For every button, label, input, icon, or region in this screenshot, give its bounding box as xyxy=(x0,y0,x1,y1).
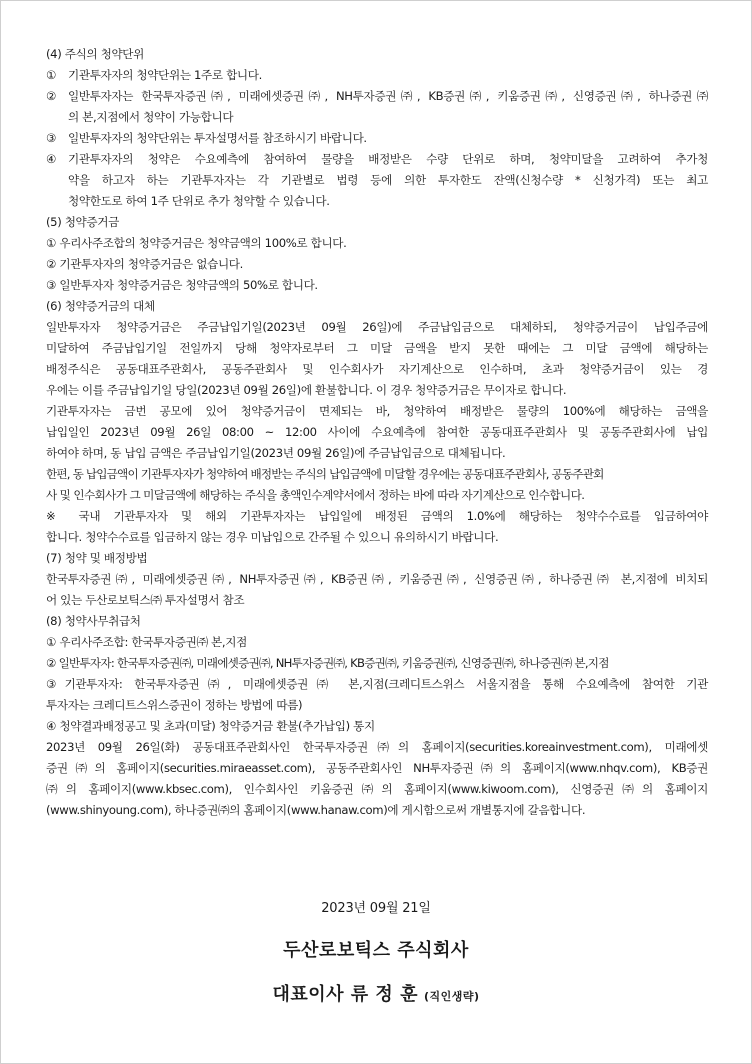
section-6-paragraph: 한편, 동 납입금액이 기관투자자가 청약하여 배정받는 주식의 납입금액에 미달할 경우에는 공동대표주관회사, 공동주관회 xyxy=(46,467,604,481)
section-6-heading: (6) 청약증거금의 대체 xyxy=(46,299,155,313)
section-6-paragraph: 하여야 하며, 동 납입 금액은 주금납입기일(2023년 09월 26일)에 주금납입금으로 대체됩니다. xyxy=(46,446,506,460)
section-6-paragraph: 일반투자자 청약증거금은 주금납입기일(2023년 09월 26일)에 주금납입금으로 대체하되, 청약증거금이 납입주금에 xyxy=(46,320,708,334)
section-8-paragraph: 증권㈜의 홈페이지(securities.miraeasset.com), 공동주관회사인 NH투자증권㈜의 홈페이지(www.nhqv.com), KB증권 xyxy=(46,761,708,775)
item-number: ① xyxy=(46,68,57,82)
document-body xyxy=(46,44,708,821)
section-4-item-1: ① 기관투자자의 청약단위는 1주로 합니다. xyxy=(46,65,708,86)
section-6-paragraph: 사 및 인수회사가 그 미달금액에 해당하는 주식을 총액인수계약서에서 정하는 바에 따라 자기계산으로 인수합니다. xyxy=(46,488,585,502)
section-8-paragraph: 2023년 09월 26일(화) 공동대표주관회사인 한국투자증권㈜의 홈페이지(securities.koreainvestment.com), 미래에셋 xyxy=(46,740,708,754)
section-4-item-2-cont: 의 본,지점에서 청약이 가능합니다 xyxy=(68,110,234,124)
section-4-item-4: ④ 기관투자자의 청약은 수요예측에 참여하여 물량을 배정받은 수량 단위로 하며, 청약미달을 고려하여 추가청 xyxy=(46,149,708,170)
section-8-item-4: ④ 청약결과배정공고 및 초과(미달) 청약증거금 환불(추가납입) 통지 xyxy=(46,719,375,733)
section-8-item-2: ② 일반투자자: 한국투자증권㈜, 미래에셋증권㈜, NH투자증권㈜, KB증권㈜, 키움증권㈜, 신영증권㈜, 하나증권㈜ 본,지점 xyxy=(46,656,609,670)
document-date: 2023년 09월 21일 xyxy=(321,901,431,916)
section-4-item-4-cont: 약을 하고자 하는 기관투자자는 각 기관별로 법령 등에 의한 투자한도 잔액(신청수량 * 신청가격) 또는 최고 xyxy=(68,173,708,187)
section-4-item-3: ③ 일반투자자의 청약단위는 투자설명서를 참조하시기 바랍니다. xyxy=(46,128,708,149)
ceo-signature xyxy=(0,980,752,1006)
section-6-note: ※ 국내 기관투자자 및 해외 기관투자자는 납입일에 배정된 금액의 1.0%에 해당하는 청약수수료를 입금하여야 xyxy=(46,509,708,523)
item-number: ② xyxy=(46,89,57,103)
section-8-paragraph: ㈜의 홈페이지(www.kbsec.com), 인수회사인 키움증권㈜의 홈페이지(www.kiwoom.com), 신영증권㈜의 홈페이지 xyxy=(46,782,708,796)
section-8-item-1: ① 우리사주조합: 한국투자증권㈜ 본,지점 xyxy=(46,635,247,649)
section-6-paragraph: 배정주식은 공동대표주관회사, 공동주관회사 및 인수회사가 자기계산으로 인수하며, 초과 청약증거금이 있는 경 xyxy=(46,362,708,376)
section-5-item-2: ② 기관투자자의 청약증거금은 없습니다. xyxy=(46,257,243,271)
section-4-item-4-cont: 청약한도로 하여 1주 단위로 추가 청약할 수 있습니다. xyxy=(68,194,330,208)
section-6-note: 합니다. 청약수수료를 입금하지 않는 경우 미납입으로 간주될 수 있으니 유의하시기 바랍니다. xyxy=(46,530,499,544)
section-5-item-3: ③ 일반투자자 청약증거금은 청약금액의 50%로 합니다. xyxy=(46,278,318,292)
section-6-paragraph: 우에는 이를 주금납입기일 당일(2023년 09월 26일)에 환불합니다. 이 경우 청약증거금은 무이자로 합니다. xyxy=(46,383,567,397)
seal-note: (직인생략) xyxy=(423,990,480,1003)
item-number: ④ xyxy=(46,152,57,166)
section-6-paragraph: 기관투자자는 금번 공모에 있어 청약증거금이 면제되는 바, 청약하여 배정받은 물량의 100%에 해당하는 금액을 xyxy=(46,404,708,418)
section-7-paragraph: 한국투자증권㈜, 미래에셋증권㈜, NH투자증권㈜, KB증권㈜, 키움증권㈜, 신영증권㈜, 하나증권㈜ 본,지점에 비치되 xyxy=(46,572,708,586)
section-8-heading: (8) 청약사무취급처 xyxy=(46,614,141,628)
item-number: ③ xyxy=(46,131,57,145)
ceo-name: 대표이사 류 정 훈 xyxy=(272,984,418,1005)
section-5-item-1: ① 우리사주조합의 청약증거금은 청약금액의 100%로 합니다. xyxy=(46,236,347,250)
section-5-heading: (5) 청약증거금 xyxy=(46,215,119,229)
company-name: 두산로보틱스 주식회사 xyxy=(283,940,469,961)
section-4-item-2: ② 일반투자자는 한국투자증권㈜, 미래에셋증권㈜, NH투자증권㈜, KB증권㈜, 키움증권㈜, 신영증권㈜, 하나증권㈜ xyxy=(46,86,708,107)
section-7-paragraph: 어 있는 두산로보틱스㈜ 투자설명서 참조 xyxy=(46,593,245,607)
section-8-item-3-cont: 투자자는 크레디트스위스증권이 정하는 방법에 따름) xyxy=(46,698,303,712)
section-6-paragraph: 미달하여 주금납입기일 전일까지 당해 청약자로부터 그 미달 금액을 받지 못한 때에는 그 미달 금액에 해당하는 xyxy=(46,341,708,355)
section-6-paragraph: 납입일인 2023년 09월 26일 08:00 ~ 12:00 사이에 수요예측에 참여한 공동대표주관회사 및 공동주관회사에 납입 xyxy=(46,425,708,439)
section-8-item-3: ③기관투자자: 한국투자증권㈜, 미래에셋증권㈜ 본,지점(크레디트스위스 서울지점을 통해 수요예측에 참여한 기관 xyxy=(46,677,708,691)
section-4-heading: (4) 주식의 청약단위 xyxy=(46,47,144,61)
section-8-paragraph: (www.shinyoung.com), 하나증권㈜의 홈페이지(www.hanaw.com)에 게시함으로써 개별통지에 갈음합니다. xyxy=(46,803,586,817)
section-7-heading: (7) 청약 및 배정방법 xyxy=(46,551,148,565)
